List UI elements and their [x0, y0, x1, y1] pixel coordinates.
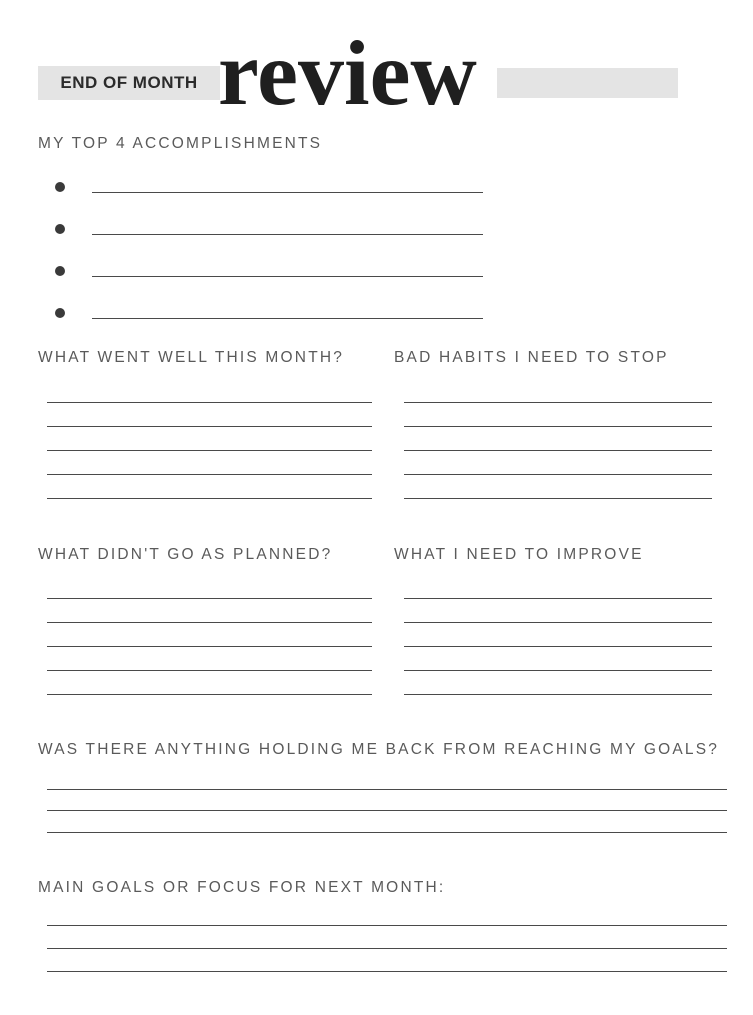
write-in-line: [404, 646, 712, 647]
improve-lines: [404, 598, 712, 695]
write-in-line: [92, 305, 483, 319]
write-in-line: [47, 498, 372, 499]
next-month-goals-lines: [47, 925, 727, 972]
write-in-line: [92, 263, 483, 277]
write-in-line: [47, 670, 372, 671]
not-planned-lines: [47, 598, 372, 695]
write-in-line: [92, 221, 483, 235]
write-in-line: [47, 598, 372, 599]
accomplishments-heading: MY TOP 4 ACCOMPLISHMENTS: [38, 135, 323, 152]
write-in-line: [404, 474, 712, 475]
accomplishment-row: [55, 221, 483, 235]
write-in-line: [47, 622, 372, 623]
write-in-line: [47, 402, 372, 403]
accomplishment-row: [55, 263, 483, 277]
write-in-line: [404, 402, 712, 403]
write-in-line: [47, 694, 372, 695]
write-in-line: [47, 832, 727, 833]
write-in-line: [47, 450, 372, 451]
page-title: review: [218, 22, 477, 124]
bad-habits-heading: BAD HABITS I NEED TO STOP: [394, 349, 669, 366]
write-in-line: [47, 646, 372, 647]
holding-back-lines: [47, 789, 727, 833]
went-well-lines: [47, 402, 372, 499]
write-in-line: [404, 426, 712, 427]
not-planned-heading: WHAT DIDN'T GO AS PLANNED?: [38, 546, 333, 563]
write-in-line: [47, 971, 727, 972]
accomplishment-row: [55, 305, 483, 319]
bullet-icon: [55, 182, 65, 192]
write-in-line: [404, 622, 712, 623]
write-in-line: [92, 179, 483, 193]
next-month-goals-heading: MAIN GOALS OR FOCUS FOR NEXT MONTH:: [38, 879, 446, 896]
write-in-line: [404, 450, 712, 451]
holding-back-heading: WAS THERE ANYTHING HOLDING ME BACK FROM REACHING MY GOALS?: [38, 741, 720, 758]
write-in-line: [404, 694, 712, 695]
header-accent-bar-left: [38, 66, 220, 100]
write-in-line: [404, 670, 712, 671]
write-in-line: [47, 810, 727, 811]
accomplishments-list: [55, 179, 483, 347]
write-in-line: [47, 789, 727, 790]
bullet-icon: [55, 224, 65, 234]
write-in-line: [47, 925, 727, 926]
write-in-line: [404, 498, 712, 499]
header-eyebrow: END OF MONTH: [60, 73, 198, 92]
write-in-line: [47, 426, 372, 427]
bullet-icon: [55, 266, 65, 276]
bad-habits-lines: [404, 402, 712, 499]
accomplishment-row: [55, 179, 483, 193]
header-accent-bar-right: [497, 68, 678, 98]
write-in-line: [47, 948, 727, 949]
went-well-heading: WHAT WENT WELL THIS MONTH?: [38, 349, 345, 366]
improve-heading: WHAT I NEED TO IMPROVE: [394, 546, 644, 563]
write-in-line: [47, 474, 372, 475]
bullet-icon: [55, 308, 65, 318]
write-in-line: [404, 598, 712, 599]
